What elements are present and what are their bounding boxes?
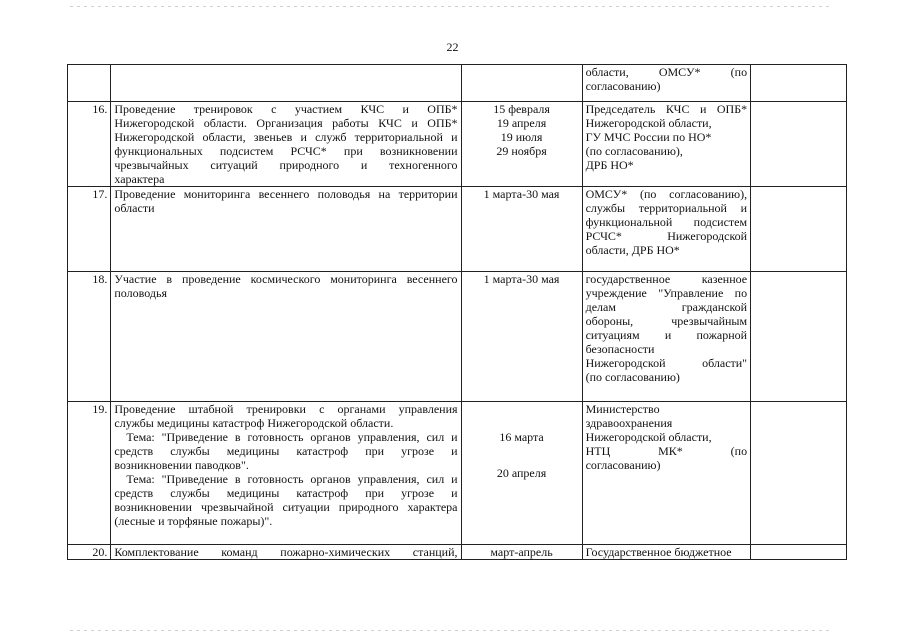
note-cell (751, 402, 847, 545)
responsible-line: безопасности (585, 342, 655, 356)
responsible-line: обороны, чрезвычайным (585, 314, 748, 328)
responsible-line: (по согласованию) (585, 370, 680, 384)
responsible-parties (582, 545, 751, 560)
responsible-parties (582, 187, 751, 272)
description-line: Нижегородской области, звеньев и служб территориальной и (114, 130, 458, 144)
event-description (111, 102, 461, 187)
description-line: Нижегородской области. Организация работы КЧС и ОПБ* (114, 116, 458, 130)
event-dates (461, 65, 582, 102)
responsible-parties (582, 102, 751, 187)
event-dates (461, 272, 582, 402)
description-line: Комплектование команд пожарно-химических станций, (114, 545, 458, 559)
date-line: 19 июля (500, 130, 543, 144)
responsible-parties (582, 402, 751, 545)
description-line: Тема: "Приведение в готовность органов управления, сил и (126, 430, 458, 444)
note-cell (751, 102, 847, 187)
description-line: средств службы медицины катастроф при угрозе и (114, 486, 458, 500)
event-dates (461, 545, 582, 560)
scan-artifact-top (70, 6, 830, 7)
responsible-line: согласованию) (585, 458, 661, 472)
responsible-line: службы территориальной и (585, 201, 748, 215)
responsible-line: Нижегородской области, (585, 116, 712, 130)
event-description (111, 272, 461, 402)
responsible-line: ДРБ НО* (585, 158, 634, 172)
event-description (111, 402, 461, 545)
responsible-line: согласованию) (585, 79, 661, 93)
table-row (68, 272, 847, 402)
description-line: половодья (114, 286, 167, 300)
responsible-line: области, ОМСУ* (по (585, 65, 748, 79)
description-line: Проведение тренировок с участием КЧС и ОПБ* (114, 102, 458, 116)
event-description (111, 187, 461, 272)
table-row (68, 402, 847, 545)
description-line: возникновении чрезвычайной ситуации природного характера (114, 500, 458, 514)
note-cell (751, 545, 847, 560)
description-line: области (114, 201, 155, 215)
table-row (68, 187, 847, 272)
responsible-line: делам гражданской (585, 300, 748, 314)
date-line: 29 ноября (496, 144, 547, 158)
event-dates (461, 187, 582, 272)
responsible-line: ситуациям и пожарной (585, 328, 748, 342)
date-line: 1 марта-30 мая (483, 272, 560, 286)
description-line: Тема: "Приведение в готовность органов управления, сил и (126, 472, 458, 486)
row-number: 16. (68, 102, 111, 187)
responsible-line: Нижегородской области" (585, 356, 748, 370)
scan-artifact-bottom (70, 630, 830, 631)
responsible-line: НТЦ МК* (по (585, 444, 748, 458)
event-description (111, 65, 461, 102)
responsible-line: области, ДРБ НО* (585, 243, 680, 257)
responsible-line: ГУ МЧС России по НО* (585, 130, 712, 144)
responsible-line: ОМСУ* (по согласованию), (585, 187, 748, 201)
date-line: 16 марта (499, 430, 544, 444)
description-line: службы медицины катастроф Нижегородской области. (114, 416, 394, 430)
responsible-line: Нижегородской области, (585, 430, 712, 444)
table-row (68, 545, 847, 560)
row-number: 18. (68, 272, 111, 402)
description-line: Участие в проведение космического мониторинга весеннего (114, 272, 458, 286)
description-line: чрезвычайных ситуаций природного и техногенного (114, 158, 458, 172)
responsible-line: Министерство (585, 402, 660, 416)
row-number: 17. (68, 187, 111, 272)
responsible-line: Председатель КЧС и ОПБ* (585, 102, 748, 116)
responsible-line: (по согласованию), (585, 144, 683, 158)
description-line: средств службы медицины катастроф при угрозе и (114, 444, 458, 458)
description-line: (лесные и торфяные пожары)". (114, 514, 273, 528)
date-line: 15 февраля (493, 102, 550, 116)
event-description (111, 545, 461, 560)
note-cell (751, 187, 847, 272)
description-line: Проведение штабной тренировки с органами управления (114, 402, 458, 416)
events-table (67, 64, 847, 560)
page-number: 22 (446, 40, 459, 54)
note-cell (751, 65, 847, 102)
date-line: 19 апреля (496, 116, 547, 130)
description-line: функциональных подсистем РСЧС* при возникновении (114, 144, 458, 158)
description-line: Проведение мониторинга весеннего половодья на территории (114, 187, 458, 201)
responsible-line: учреждение "Управление по (585, 286, 748, 300)
row-number: 20. (68, 545, 111, 560)
description-line: возникновении паводков". (114, 458, 249, 472)
responsible-line: РСЧС* Нижегородской (585, 229, 748, 243)
date-line: март-апрель (490, 545, 553, 559)
row-number (68, 65, 111, 102)
description-line: характера (114, 172, 165, 186)
table-row (68, 65, 847, 102)
table-row (68, 102, 847, 187)
date-line: 1 марта-30 мая (483, 187, 560, 201)
date-line: 20 апреля (496, 466, 547, 480)
responsible-line: здравоохранения (585, 416, 673, 430)
responsible-parties (582, 272, 751, 402)
event-dates (461, 402, 582, 545)
responsible-line: государственное казенное (585, 272, 748, 286)
event-dates (461, 102, 582, 187)
responsible-line: Государственное бюджетное (585, 545, 732, 559)
note-cell (751, 272, 847, 402)
responsible-parties (582, 65, 751, 102)
row-number: 19. (68, 402, 111, 545)
responsible-line: функциональной подсистем (585, 215, 748, 229)
